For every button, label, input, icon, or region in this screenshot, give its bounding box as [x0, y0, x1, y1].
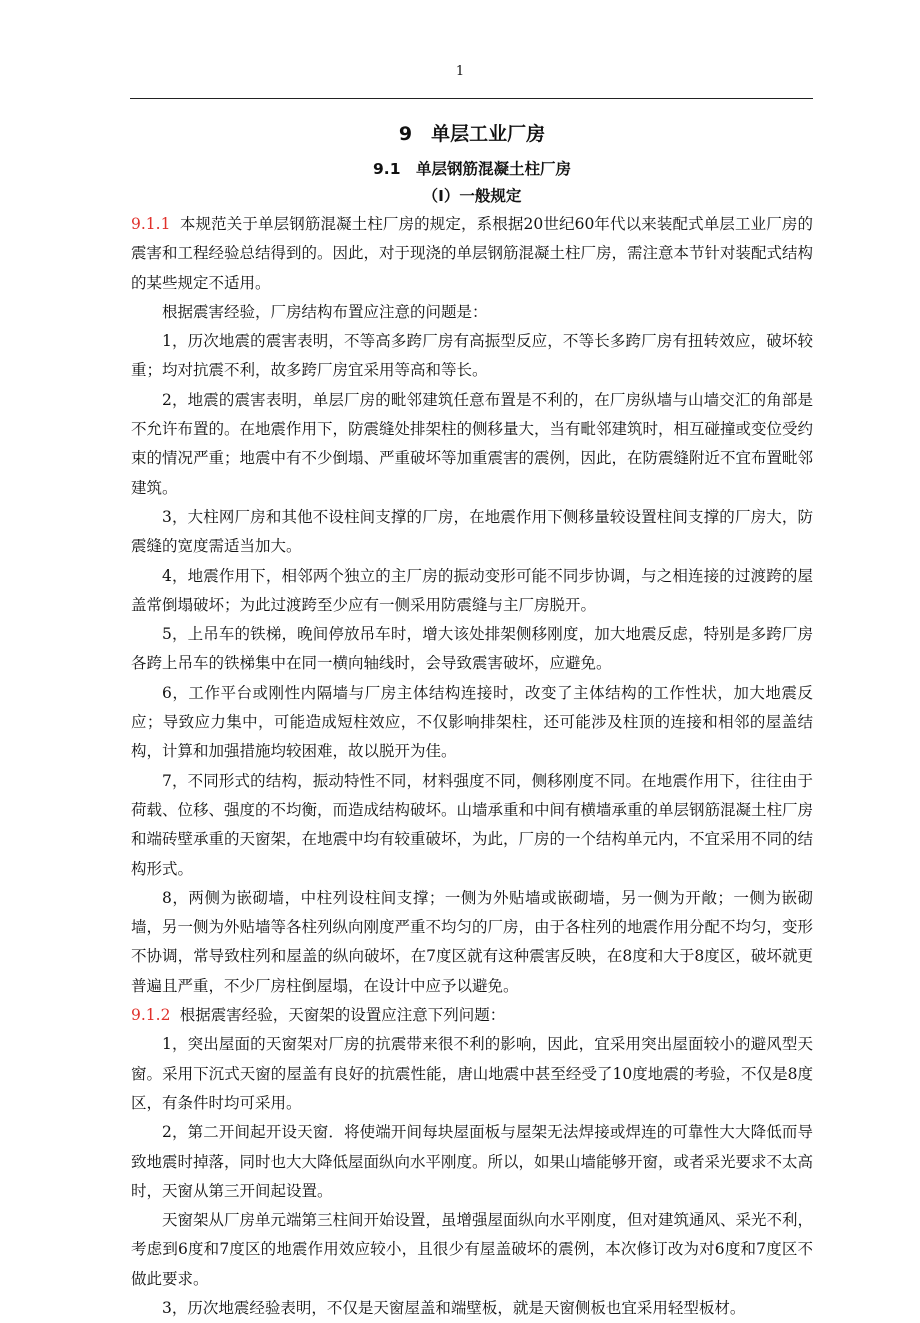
paragraph: 8，两侧为嵌砌墙，中柱列设柱间支撑；一侧为外贴墙或嵌砌墙，另一侧为开敞；一侧为嵌砌墙，另一侧为外贴墙等各柱列纵向刚度严重不均匀的厂房，由于各柱列的地震作用分配不均匀，变形不协调，常导致柱列和屋盖的纵向破坏，在7度区就有这种震害反映，在8度和大于8度区，破坏就更普遍且严重，不少厂房柱倒屋塌，在设计中应予以避免。: [131, 888, 814, 995]
clause-9-1-2: [131, 1001, 813, 1030]
page-number: 1: [455, 64, 465, 79]
clause-number: 9.1.2: [131, 1006, 171, 1025]
clause-9-1-1: [131, 210, 813, 298]
chapter-title: 9 单层工业厂房: [398, 123, 546, 145]
paragraph: 4，地震作用下，相邻两个独立的主厂房的振动变形可能不同步协调，与之相连接的过渡跨的屋盖常倒塌破坏；为此过渡跨至少应有一侧采用防震缝与主厂房脱开。: [131, 566, 813, 614]
paragraph: 7，不同形式的结构，振动特性不同，材料强度不同，侧移刚度不同。在地震作用下，往往由于荷载、位移、强度的不均衡，而造成结构破坏。山墙承重和中间有横墙承重的单层钢筋混凝土柱厂房和端砖壁承重的天窗架，在地震中均有较重破坏，为此，厂房的一个结构单元内，不宜采用不同的结构形式。: [131, 771, 814, 878]
header-rule: [130, 98, 813, 99]
paragraph: 根据震害经验，厂房结构布置应注意的问题是：: [162, 302, 488, 321]
paragraph: 1，历次地震的震害表明，不等高多跨厂房有高振型反应，不等长多跨厂房有扭转效应，破坏较重；均对抗震不利，故多跨厂房宜采用等高和等长。: [131, 332, 813, 380]
paragraph: 3，大柱网厂房和其他不设柱间支撑的厂房，在地震作用下侧移量较设置柱间支撑的厂房大，防震缝的宽度需适当加大。: [131, 507, 813, 556]
paragraph: 6，工作平台或刚性内隔墙与厂房主体结构连接时，改变了主体结构的工作性状，加大地震反应；导致应力集中，可能造成短柱效应，不仅影响排架柱，还可能涉及柱顶的连接和相邻的屋盖结构，计算和加强措施均较困难，故以脱开为佳。: [131, 683, 813, 761]
clause-intro: 根据震害经验，天窗架的设置应注意下列问题：: [179, 1006, 506, 1025]
section-title: 9.1 单层钢筋混凝土柱厂房: [373, 160, 571, 178]
paragraph: 天窗架从厂房单元端第三柱间开始设置，虽增强屋面纵向水平刚度，但对建筑通风、采光不利，考虑到6度和7度区的地震作用效应较小，且很少有屋盖破坏的震例，本次修订改为对6度和7度区不做此要求。: [131, 1211, 814, 1288]
paragraph: 3，历次地震经验表明，不仅是天窗屋盖和端壁板，就是天窗侧板也宜采用轻型板材。: [162, 1298, 746, 1317]
paragraph: 2，第二开间起开设天窗．将使端开间每块屋面板与屋架无法焊接或焊连的可靠性大大降低而导致地震时掉落，同时也大大降低屋面纵向水平刚度。所以，如果山墙能够开窗，或者采光要求不太高时，天窗从第三开间起设置。: [131, 1123, 814, 1200]
clause-number: 9.1.1: [131, 215, 171, 233]
paragraph: 5，上吊车的铁梯，晚间停放吊车时，增大该处排架侧移刚度，加大地震反虑，特别是多跨厂房各跨上吊车的铁梯集中在同一横向轴线时，会导致震害破坏，应避免。: [131, 625, 813, 673]
subsection-title: （Ⅰ）一般规定: [422, 187, 522, 205]
paragraph: 1，突出屋面的天窗架对厂房的抗震带来很不利的影响，因此，宜采用突出屋面较小的避风型天窗。采用下沉式天窗的屋盖有良好的抗震性能，唐山地震中甚至经受了10度地震的考验，不仅是8度区，有条件时均可采用。: [131, 1035, 813, 1112]
document-body: [131, 118, 813, 1323]
paragraph: 2，地震的震害表明，单层厂房的毗邻建筑任意布置是不利的，在厂房纵墙与山墙交汇的角部是不允许布置的。在地震作用下，防震缝处排架柱的侧移量大，当有毗邻建筑时，相互碰撞或变位受约束的情况严重；地震中有不少倒塌、严重破坏等加重震害的震例，因此，在防震缝附近不宜布置毗邻建筑。: [131, 390, 814, 497]
clause-intro: 本规范关于单层钢筋混凝土柱厂房的规定，系根据20世纪60年代以来装配式单层工业厂房的震害和工程经验总结得到的。因此，对于现浇的单层钢筋混凝土柱厂房，需注意本节针对装配式结构的某些规定不适用。: [131, 215, 814, 292]
